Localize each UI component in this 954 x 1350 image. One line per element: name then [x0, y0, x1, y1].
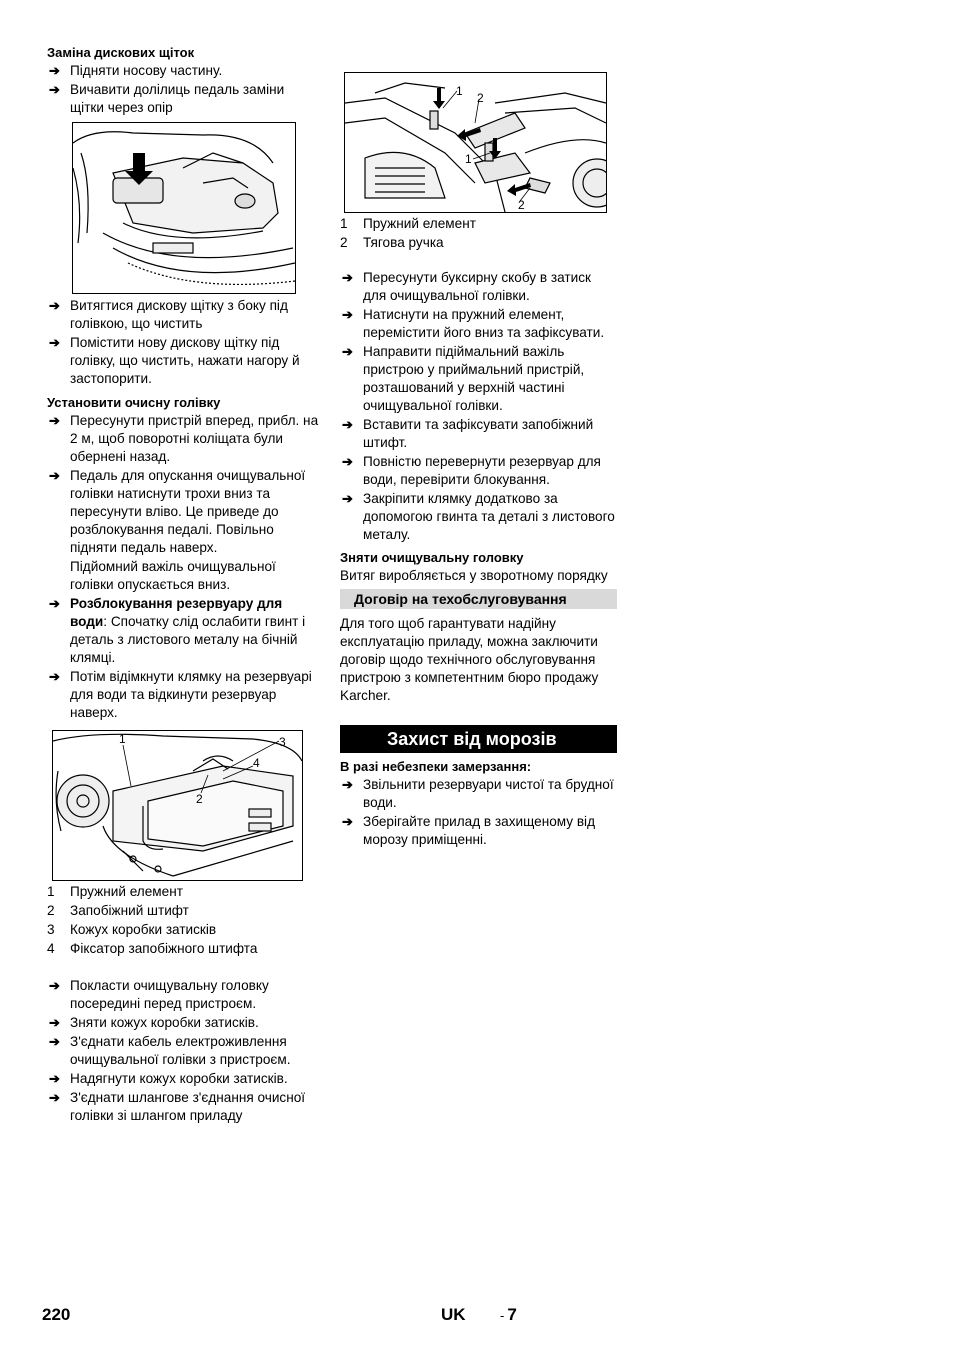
- step: ➔ Педаль для опускання очищувальної голівки натиснути трохи вниз та пересунути вліво. Це приведе до розблокування педалі. Повільно підняти педаль наверх.: [47, 467, 319, 557]
- frost-steps: [340, 776, 617, 849]
- page-number: 220: [42, 1305, 71, 1324]
- figure-lever: [344, 72, 607, 213]
- callout-2: 2: [196, 792, 203, 806]
- legend-number: 1: [47, 884, 55, 899]
- service-text: Для того щоб гарантувати надійну експлуатацію приладу, можна заключити договір щодо технічного обслуговування пристрою з компетентним бюро продажу Karcher.: [340, 616, 599, 703]
- step: ➔ Підняти носову частину.: [47, 62, 319, 80]
- legend-text: Кожух коробки затисків: [70, 922, 217, 937]
- legend-text: Фіксатор запобіжного штифта: [70, 941, 258, 956]
- step: ➔ Пересунути буксирну скобу в затиск для очищувальної голівки.: [340, 269, 617, 305]
- left-column: [47, 44, 319, 1126]
- step: ➔ Закріпити клямку додатково за допомогою гвинта та деталі з листового металу.: [340, 490, 617, 544]
- step: ➔ Натиснути на пружний елемент, перемістити його вниз та зафіксувати.: [340, 306, 617, 342]
- callout-4: 4: [253, 756, 260, 770]
- callout-1b: 1: [465, 152, 472, 166]
- callout-3: 3: [279, 735, 286, 749]
- language-code: UK: [441, 1305, 466, 1324]
- legend-text: Пружний елемент: [363, 216, 476, 231]
- brush-steps-1: [47, 62, 319, 117]
- service-heading: Договір на техобслуговування: [340, 589, 617, 609]
- legend-number: 2: [340, 235, 348, 250]
- legend-item: [340, 215, 617, 233]
- install-note: Підйомний важіль очищувальної голівки опускається вниз.: [70, 559, 276, 592]
- frost-subheading: В разі небезпеки замерзання:: [340, 759, 532, 774]
- figure-brush-pedal: [72, 122, 296, 294]
- step: ➔ Помістити нову дискову щітку під голівку, що чистить, нажати нагору й застопорити.: [47, 334, 319, 388]
- legend-item: [340, 234, 617, 252]
- install-heading: Установити очисну голівку: [47, 395, 221, 410]
- right-column: [340, 72, 617, 850]
- figure-lever-legend: [340, 215, 617, 252]
- legend-number: 3: [47, 922, 55, 937]
- final-steps: [47, 977, 319, 1125]
- unlock-text: : Спочатку слід ослабити гвинт і деталь з листового металу на бічній клямці.: [70, 614, 306, 665]
- figure-tank: [52, 730, 303, 881]
- legend-text: Запобіжний штифт: [70, 903, 189, 918]
- callout-1: 1: [119, 732, 126, 746]
- lever-illustration: [345, 73, 606, 212]
- brush-heading: Заміна дискових щіток: [47, 45, 195, 60]
- figure-tank-legend: [47, 883, 319, 958]
- legend-item: [47, 940, 319, 958]
- callout-line: [443, 91, 457, 108]
- step: ➔ Звільнити резервуари чистої та брудної води.: [340, 776, 617, 812]
- brush-pedal-illustration: [73, 123, 295, 293]
- callout-2b: 2: [518, 198, 525, 212]
- legend-number: 4: [47, 941, 55, 956]
- step: ➔ Вставити та зафіксувати запобіжний штифт.: [340, 416, 617, 452]
- page-dash: -: [500, 1308, 505, 1323]
- step: ➔ Зберігайте прилад в захищеному від морозу приміщенні.: [340, 813, 617, 849]
- legend-item: [47, 921, 319, 939]
- step: ➔ Вичавити долілиць педаль заміни щітки через опір: [47, 81, 319, 117]
- tank-illustration: [53, 731, 302, 880]
- step: ➔ Надягнути кожух коробки затисків.: [47, 1070, 319, 1088]
- remove-text: Витяг виробляється у зворотному порядку: [340, 568, 608, 583]
- step: ➔ Потім відімкнути клямку на резервуарі для води та відкинути резервуар наверх.: [47, 668, 319, 722]
- brush-steps-2: [47, 297, 319, 388]
- lever-steps: [340, 269, 617, 544]
- step: ➔ Витягтися дискову щітку з боку під голівкою, що чистить: [47, 297, 319, 333]
- step: ➔ З'єднати шлангове з'єднання очисної голівки зі шлангом приладу: [47, 1089, 319, 1125]
- step: ➔ Повністю перевернути резервуар для води, перевірити блокування.: [340, 453, 617, 489]
- step: ➔ Направити підіймальний важіль пристрою у приймальний пристрій, розташований у верхній частині очищувальної голівки.: [340, 343, 617, 415]
- step: ➔ Покласти очищувальну головку посередині перед пристроєм.: [47, 977, 319, 1013]
- legend-number: 1: [340, 216, 348, 231]
- step-unlock: [47, 595, 319, 667]
- step: ➔ Пересунути пристрій вперед, прибл. на 2 м, щоб поворотні коліщата були обернені назад.: [47, 412, 319, 466]
- callout-line: [123, 745, 131, 786]
- section-page-number: 7: [507, 1305, 517, 1324]
- frost-heading: Захист від морозів: [340, 725, 617, 753]
- legend-item: [47, 902, 319, 920]
- callout-1: 1: [456, 84, 463, 98]
- step: ➔ Зняти кожух коробки затисків.: [47, 1014, 319, 1032]
- legend-text: Пружний елемент: [70, 884, 183, 899]
- legend-text: Тягова ручка: [363, 235, 444, 250]
- remove-heading: Зняти очищувальну головку: [340, 550, 524, 565]
- legend-number: 2: [47, 903, 55, 918]
- legend-item: [47, 883, 319, 901]
- callout-2: 2: [477, 91, 484, 105]
- step: ➔ З'єднати кабель електроживлення очищувальної голівки з пристроєм.: [47, 1033, 319, 1069]
- unlock-bold: Розблокування резервуару для води: [70, 596, 283, 629]
- section-page: [500, 1306, 517, 1325]
- install-steps: [47, 412, 319, 722]
